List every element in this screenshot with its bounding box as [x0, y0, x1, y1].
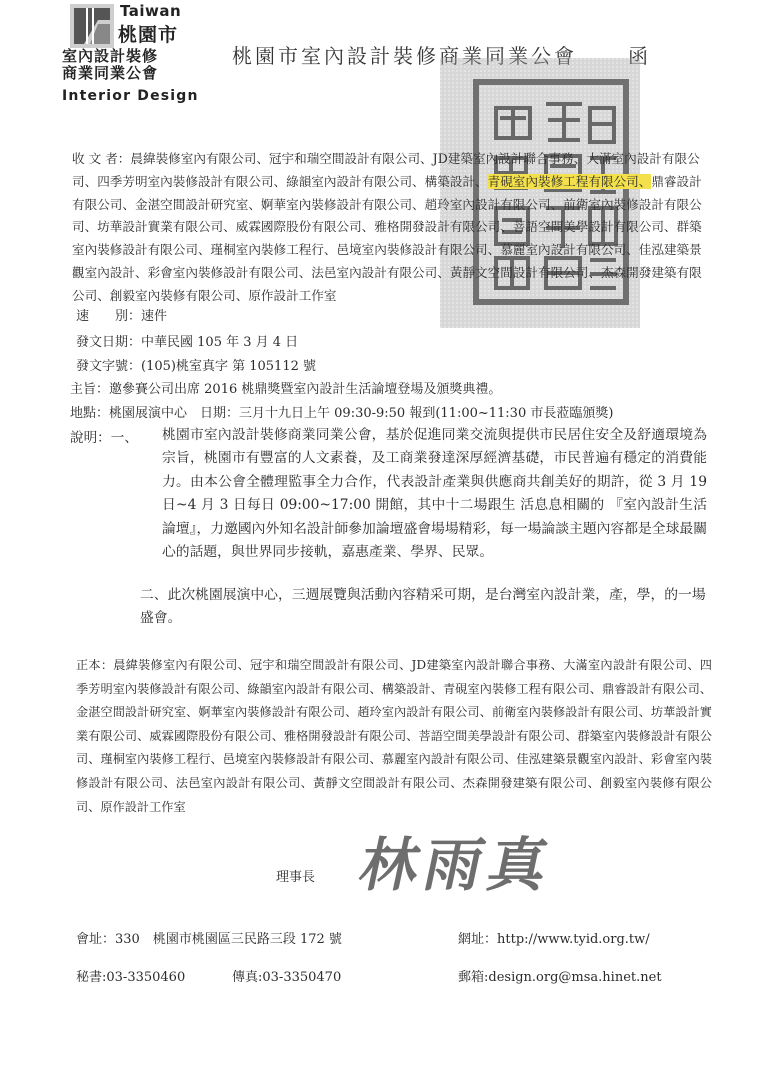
footer-secretary-phone: 秘書:03-3350460: [76, 970, 186, 985]
description-item-2: 二、此次桃園展演中心，三週展覽與活動內容精采可期，是台灣室內設計業，產，學，的一場盛會。: [140, 587, 706, 627]
copies-list: 晨緯裝修室內有限公司、冠宇和瑞空間設計有限公司、JD建築室內設計聯合事務、大滿室內設計有限公司、四季芳明室內裝修設計有限公司、綠韻室內設計有限公司、構築設計、青硯室內裝修工程有限公司、鼎睿設計有限公司、金湛空間設計研究室、婀華室內裝修設計有限公司、趙玲室內設計有限公司、前衛室內裝修設計有限公司、坊華設計實業有限公司、威霖國際股份有限公司、雅格開發設計有限公司、菩語空間美學設計有限公司、群築室內裝修設計有限公司、瑾桐室內裝修工程行、邑境室內裝修設計有限公司、慕麗室內設計有限公司、佳泓建築景觀室內設計、彩會室內裝修設計有限公司、法邑室內設計有限公司、黃靜文空間設計有限公司、杰森開發建築有限公司、創毅室內裝修有限公司、原作設計工作室: [76, 658, 712, 814]
association-logo: [62, 0, 202, 110]
chairperson-label: 理事長: [276, 870, 316, 885]
logo-interior-design-text: Interior Design: [62, 88, 199, 104]
logo-mark-icon: [70, 4, 114, 48]
number-row: [76, 355, 316, 374]
location-row: [70, 402, 613, 421]
logo-name-text: [62, 48, 192, 82]
subject-row: [70, 378, 501, 397]
speed-row: [76, 305, 167, 324]
logo-city-text: 桃園市: [118, 24, 179, 46]
footer-website: 網址：http://www.tyid.org.tw/: [458, 932, 650, 947]
copies-block: [76, 654, 712, 819]
number-label: 發文字號：: [76, 359, 142, 374]
logo-name-line1: 室內設計裝修: [62, 47, 159, 65]
location-value: 桃園展演中心 日期：三月十九日上午 09:30-9:50 報到(11:00~11:30 市長蒞臨頒獎): [109, 406, 614, 421]
recipients-list-part1: 晨緯裝修室內有限公司、冠宇和瑞空間設計有限公司、JD建築室內設計聯合事務、大滿室內設計有限公司、四季芳明室內裝修設計有限公司、綠韻室內設計有限公司、構築設計、: [72, 151, 700, 189]
recipients-highlighted-company: 青硯室內裝修工程有限公司、: [487, 173, 652, 189]
description-label: 說明：一、: [70, 430, 138, 446]
date-value: 中華民國 105 年 3 月 4 日: [141, 335, 299, 350]
footer-address: 會址：330 桃園市桃園區三民路三段 172 號: [76, 932, 342, 947]
subject-label: 主旨：: [70, 382, 110, 397]
chairperson-signature: 林雨真: [353, 831, 561, 899]
date-label: 發文日期：: [76, 335, 142, 350]
date-row: [76, 331, 298, 350]
location-label: 地點：: [70, 406, 110, 421]
footer-fax: 傳真:03-3350470: [232, 970, 342, 985]
number-value: (105)桃室真字 第 105112 號: [141, 359, 316, 374]
recipients-list-part2: 鼎睿設計有限公司、金湛空間設計研究室、婀華室內裝修設計有限公司、趙玲室內設計有限公司、前衛室內裝修設計有限公司、坊華設計實業有限公司、威霖國際股份有限公司、雅格開發設計有限公司、菩語空間美學設計有限公司、群築室內裝修設計有限公司、瑾桐室內裝修工程行、邑境室內裝修設計有限公司、慕麗室內設計有限公司、佳泓建築景觀室內設計、彩會室內裝修設計有限公司、法邑室內設計有限公司、黃靜文空間設計有限公司、杰森開發建築有限公司、創毅室內裝修有限公司、原作設計工作室: [72, 173, 702, 303]
logo-taiwan-text: Taiwan: [120, 2, 182, 20]
speed-label: 速 別：: [76, 309, 142, 324]
copies-label: 正本：: [76, 658, 114, 672]
speed-value: 速件: [141, 309, 168, 324]
document-type: 函: [628, 44, 648, 68]
description-item-1: 桃園市室內設計裝修商業同業公會，基於促進同業交流與提供市民居住安全及舒適環境為宗旨，桃園市有豐富的人文素養，及工商業發達深厚經濟基礎，市民普遍有穩定的消費能力。由本公會全體理監事全力合作，代表設計產業與供應商共創美好的期許，從 3 月 19 日~4 月 3 日每日 09:00~17:00 開館，其中十二場跟生 活息息相關的 『室內設計生活論壇』，力邀國內外知名設計師參加論壇盛會場場精彩，每一場論談主題內容都是全球最關心的話題，與世界同步接軌，嘉惠產業、學界、民眾。: [162, 427, 707, 561]
organization-title: 桃園市室內設計裝修商業同業公會: [232, 44, 577, 68]
recipients-block: [72, 148, 704, 308]
subject-value: 邀參賽公司出席 2016 桃鼎獎暨室內設計生活論壇登場及頒獎典禮。: [109, 382, 502, 397]
logo-name-line2: 商業同業公會: [62, 64, 159, 82]
recipients-label: 收 文 者：: [72, 151, 131, 166]
footer-email: 郵箱:design.org@msa.hinet.net: [458, 970, 662, 985]
